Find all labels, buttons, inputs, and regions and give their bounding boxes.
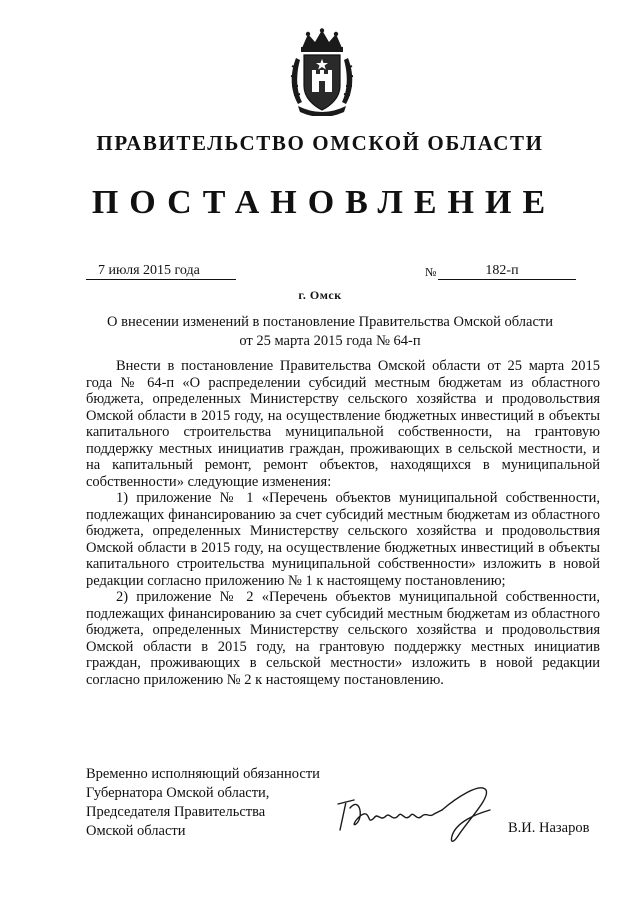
document-type-heading: ПОСТАНОВЛЕНИЕ: [91, 184, 557, 221]
document-subject: [90, 313, 570, 351]
body-item-1: 1) приложение № 1 «Перечень объектов муниципальной собственности, подлежащих финансированию за счет субсидий местным бюджетам из областного бюджета, определенных Министерству сельского хозяйства и продовольствия Омской области в 2015 году, на осуществление бюджетных инвестиций в объекты капитального строительства муниципальной собственности» изложить в новой редакции согласно приложению № 1 к настоящему постановлению;: [86, 490, 600, 589]
signer-title-line-2: Губернатора Омской области,: [86, 785, 270, 801]
signer-title-line-4: Омской области: [86, 823, 186, 839]
signer-title-line-1: Временно исполняющий обязанности: [86, 766, 320, 782]
body-intro-paragraph: Внести в постановление Правительства Омской области от 25 марта 2015 года № 64-п «О распределении субсидий местным бюджетам из областного бюджета, определенных Министерству сельского хозяйства и продовольствия Омской области в 2015 году, на осуществление бюджетных инвестиций в объекты капитального строительства муниципальной собственности, на грантовую поддержку местных инициатив граждан, проживающих в сельской местности, и на капитальный ремонт, ремонт объектов, находящихся в муниципальной собственности» следующие изменения:: [86, 358, 600, 490]
signer-name: В.И. Назаров: [508, 820, 590, 836]
signer-title: [86, 765, 320, 841]
document-date: 7 июля 2015 года: [86, 262, 236, 280]
city-name: г. Омск: [298, 288, 342, 302]
omsk-coat-of-arms-icon: [288, 28, 356, 116]
body-item-2: 2) приложение № 2 «Перечень объектов муниципальной собственности, подлежащих финансированию за счет субсидий местным бюджетам из областного бюджета, определенных Министерству сельского хозяйства и продовольствия Омской области в 2015 году, на грантовую поддержку местных инициатив граждан, проживающих в сельской местности» изложить в новой редакции согласно приложению № 2 к настоящему постановлению.: [86, 589, 600, 688]
signer-title-line-3: Председателя Правительства: [86, 804, 266, 820]
subject-line-1: О внесении изменений в постановление Правительства Омской области: [107, 314, 553, 330]
organization-title: ПРАВИТЕЛЬСТВО ОМСКОЙ ОБЛАСТИ: [96, 131, 544, 155]
handwritten-signature-icon: [330, 778, 500, 844]
document-number: 182-п: [438, 262, 576, 280]
subject-line-2: от 25 марта 2015 года № 64-п: [239, 333, 421, 349]
number-label: №: [425, 265, 437, 279]
document-body: [86, 358, 600, 688]
